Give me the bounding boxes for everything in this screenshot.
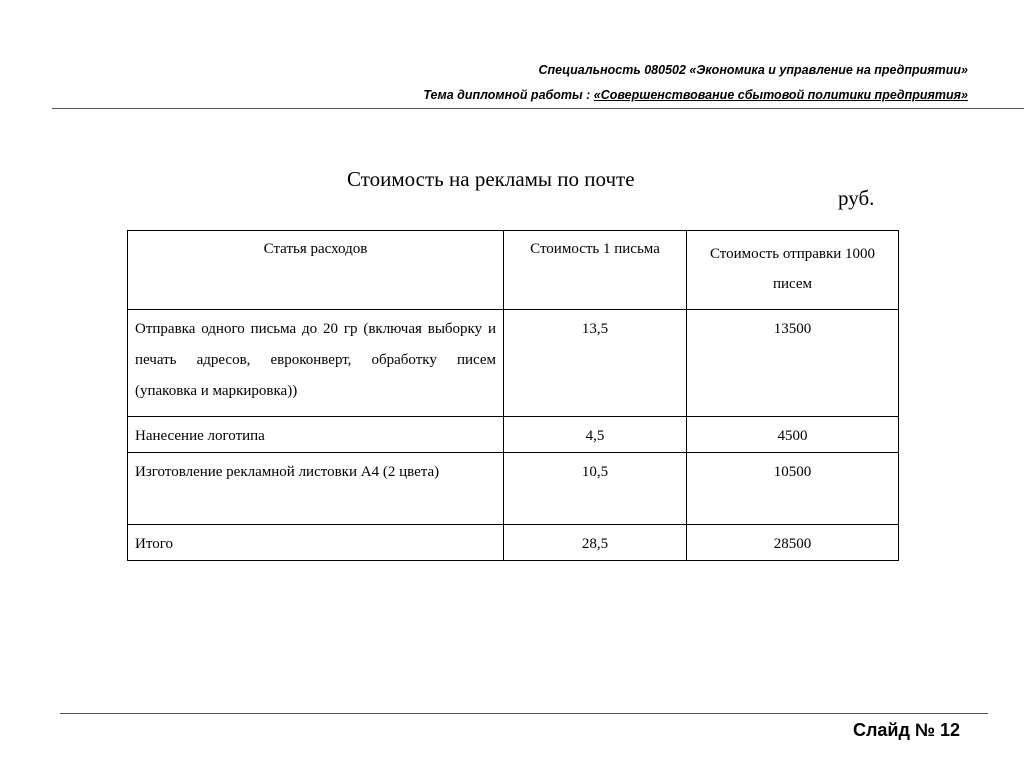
specialty-line: Специальность 080502 «Экономика и управление на предприятии»	[538, 63, 968, 77]
slide-number: Слайд № 12	[852, 720, 960, 740]
thesis-prefix: Тема дипломной работы :	[423, 88, 594, 102]
header-cell-letter-cost: Стоимость 1 письма	[504, 231, 687, 310]
currency-unit: руб.	[838, 186, 875, 210]
total-cost-cell: 13500	[687, 310, 899, 417]
table-row	[128, 417, 899, 453]
total-cost-cell: 4500	[687, 417, 899, 453]
letter-cost-cell: 10,5	[504, 453, 687, 525]
cost-table	[127, 230, 899, 561]
header-cell-expense: Статья расходов	[128, 231, 504, 310]
thesis-topic-line	[423, 88, 968, 102]
table-row	[128, 453, 899, 525]
page-title: Стоимость на рекламы по почте	[347, 167, 635, 191]
letter-cost-cell: 13,5	[504, 310, 687, 417]
table-header-row	[128, 231, 899, 310]
expense-cell: Итого	[128, 525, 504, 561]
total-cost-cell: 10500	[687, 453, 899, 525]
expense-cell: Нанесение логотипа	[128, 417, 504, 453]
header-cell-1000-cost: Стоимость отправки 1000 писем	[687, 231, 899, 310]
letter-cost-cell: 4,5	[504, 417, 687, 453]
thesis-topic: «Совершенствование сбытовой политики предприятия»	[593, 88, 968, 102]
header-divider	[52, 108, 1024, 109]
expense-cell: Изготовление рекламной листовки А4 (2 цвета)	[128, 453, 504, 525]
expense-cell: Отправка одного письма до 20 гр (включая выборку и печать адресов, евроконверт, обработку писем (упаковка и маркировка))	[128, 310, 504, 417]
table-row	[128, 310, 899, 417]
footer-divider	[60, 713, 988, 714]
total-cost-cell: 28500	[687, 525, 899, 561]
table-row-total	[128, 525, 899, 561]
letter-cost-cell: 28,5	[504, 525, 687, 561]
